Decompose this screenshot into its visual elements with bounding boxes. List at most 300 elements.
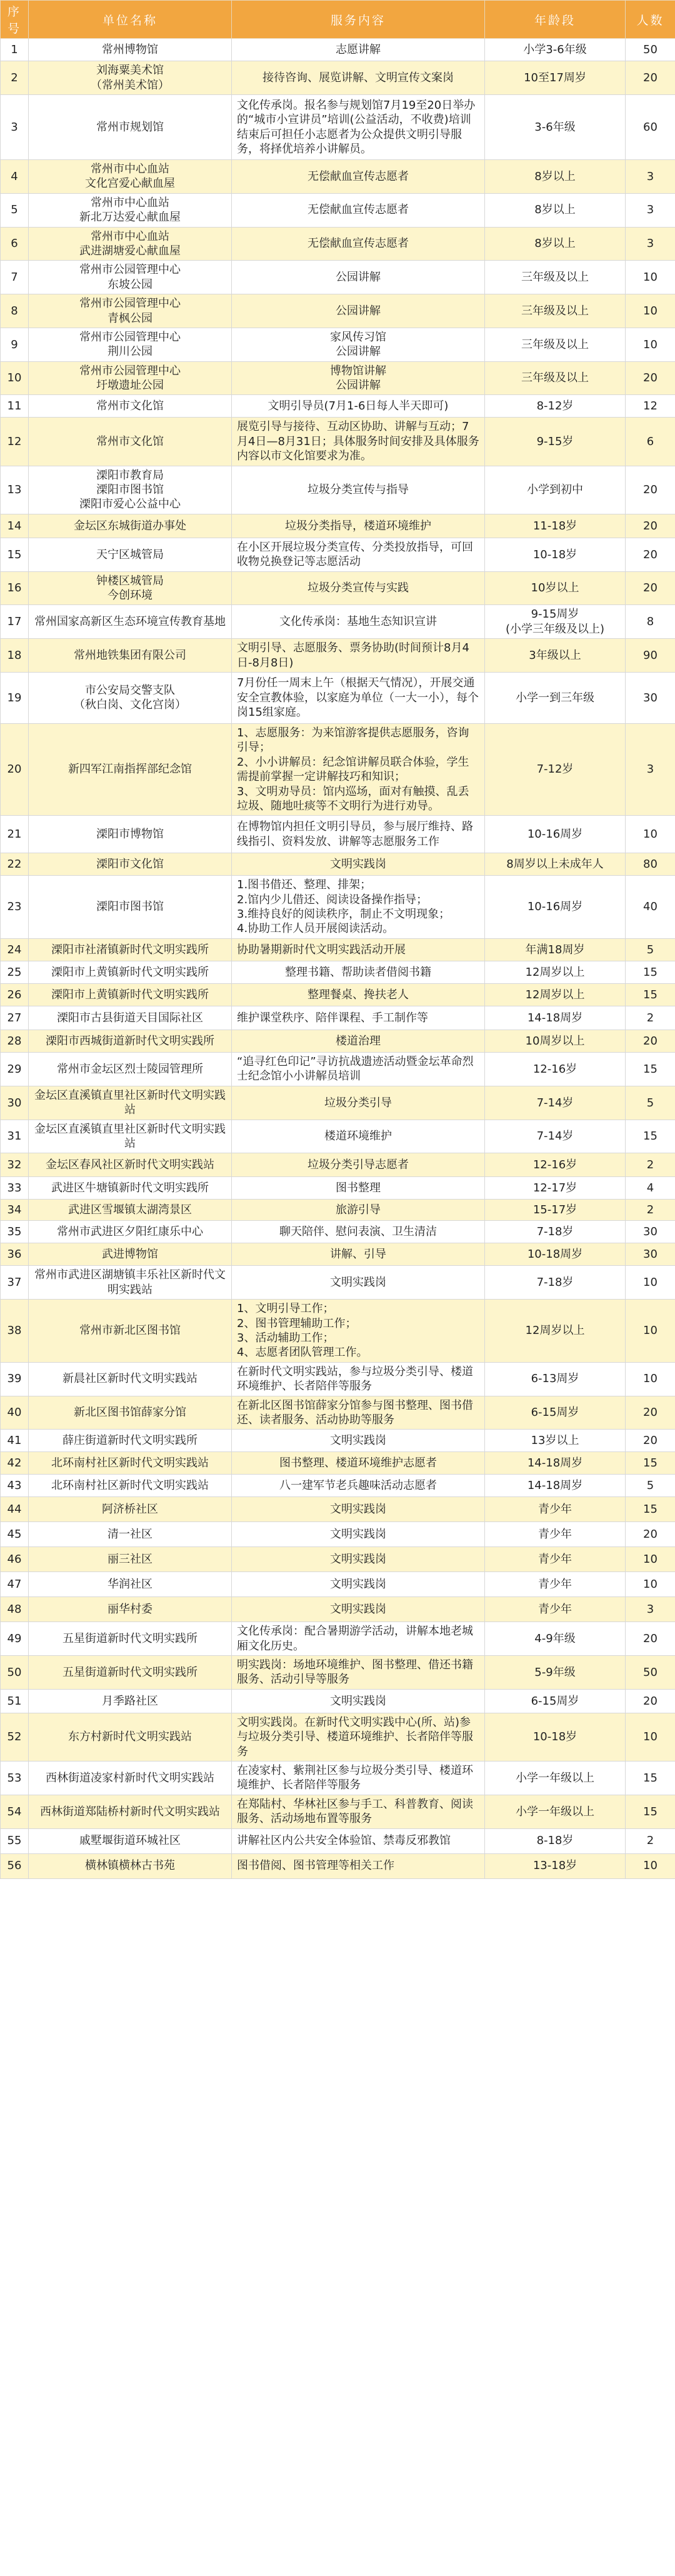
organization-cell: 武进区雪堰镇太湖湾景区 (29, 1200, 232, 1221)
table-row (1, 1762, 675, 1795)
table-row (1, 514, 675, 538)
organization-cell: 常州市公园管理中心 荆川公园 (29, 328, 232, 361)
row-number: 31 (1, 1120, 29, 1153)
organization-cell: 溧阳市社渚镇新时代文明实践所 (29, 938, 232, 961)
age-range-cell: 11-18岁 (485, 514, 626, 538)
table-row (1, 853, 675, 876)
count-cell: 80 (626, 853, 675, 876)
age-range-cell: 6-15周岁 (485, 1689, 626, 1713)
age-range-cell: 9-15周岁 (小学三年级及以上) (485, 605, 626, 639)
row-number: 38 (1, 1300, 29, 1363)
count-cell: 15 (626, 1795, 675, 1828)
count-cell: 3 (626, 1597, 675, 1622)
organization-cell: 华润社区 (29, 1572, 232, 1597)
service-cell: 文化传承岗。报名参与规划馆7月19至20日举办的“城市小宣讲员”培训(公益活动，不收费)培训结束后可担任小志愿者为公众提供文明引导服务，将择优培养小讲解员。 (232, 95, 485, 160)
row-number: 34 (1, 1200, 29, 1221)
age-range-cell: 6-15周岁 (485, 1396, 626, 1430)
row-number: 7 (1, 261, 29, 294)
table-row (1, 95, 675, 160)
table-row (1, 361, 675, 395)
service-cell: 楼道治理 (232, 1030, 485, 1052)
table-row (1, 1547, 675, 1572)
row-number: 19 (1, 672, 29, 723)
table-row (1, 1713, 675, 1761)
age-range-cell: 10-16周岁 (485, 816, 626, 853)
organization-cell: 西林街道凌家村新时代文明实践站 (29, 1762, 232, 1795)
count-cell: 5 (626, 938, 675, 961)
organization-cell: 清一社区 (29, 1522, 232, 1547)
count-cell: 15 (626, 961, 675, 983)
count-cell: 10 (626, 1362, 675, 1396)
service-cell: 7月份任一周末上午（根据天气情况），开展交通安全宣教体验，以家庭为单位（一大一小），每个岗15组家庭。 (232, 672, 485, 723)
count-cell: 15 (626, 983, 675, 1006)
row-number: 20 (1, 723, 29, 815)
row-number: 47 (1, 1572, 29, 1597)
table-row (1, 1430, 675, 1452)
service-cell: “追寻红色印记”寻访抗战遗迹活动暨金坛革命烈士纪念馆小小讲解员培训 (232, 1052, 485, 1086)
organization-cell: 薛庄街道新时代文明实践所 (29, 1430, 232, 1452)
table-row (1, 1475, 675, 1497)
count-cell: 15 (626, 1452, 675, 1475)
table-header-row (1, 1, 675, 39)
age-range-cell: 10至17周岁 (485, 61, 626, 95)
row-number: 52 (1, 1713, 29, 1761)
age-range-cell: 12周岁以上 (485, 983, 626, 1006)
table-row (1, 261, 675, 294)
table-row (1, 538, 675, 571)
service-cell: 图书整理、楼道环境维护志愿者 (232, 1452, 485, 1475)
organization-cell: 新北区图书馆薛家分馆 (29, 1396, 232, 1430)
row-number: 3 (1, 95, 29, 160)
row-number: 21 (1, 816, 29, 853)
age-range-cell: 12-16岁 (485, 1052, 626, 1086)
row-number: 36 (1, 1243, 29, 1266)
organization-cell: 常州市中心血站 文化宫爱心献血屋 (29, 160, 232, 194)
service-cell: 文明引导、志愿服务、票务协助(时间预计8月4日-8月8日) (232, 639, 485, 673)
count-cell: 15 (626, 1762, 675, 1795)
row-number: 50 (1, 1656, 29, 1690)
age-range-cell: 小学一年级以上 (485, 1762, 626, 1795)
row-number: 55 (1, 1828, 29, 1853)
row-number: 33 (1, 1177, 29, 1200)
row-number: 25 (1, 961, 29, 983)
service-cell: 图书整理 (232, 1177, 485, 1200)
age-range-cell: 8-12岁 (485, 395, 626, 418)
table-row (1, 1006, 675, 1030)
organization-cell: 丽华村委 (29, 1597, 232, 1622)
count-cell: 3 (626, 193, 675, 227)
header-age-range: 年龄段 (485, 1, 626, 39)
table-row (1, 1853, 675, 1878)
age-range-cell: 三年级及以上 (485, 361, 626, 395)
count-cell: 10 (626, 1853, 675, 1878)
row-number: 32 (1, 1153, 29, 1177)
service-cell: 整理书籍、帮助读者借阅书籍 (232, 961, 485, 983)
organization-cell: 常州国家高新区生态环境宣传教育基地 (29, 605, 232, 639)
service-cell: 文明实践岗 (232, 1430, 485, 1452)
table-row (1, 1362, 675, 1396)
table-row (1, 227, 675, 261)
row-number: 56 (1, 1853, 29, 1878)
organization-cell: 丽三社区 (29, 1547, 232, 1572)
table-row (1, 571, 675, 605)
row-number: 44 (1, 1497, 29, 1522)
count-cell: 50 (626, 39, 675, 61)
count-cell: 8 (626, 605, 675, 639)
row-number: 15 (1, 538, 29, 571)
age-range-cell: 小学3-6年级 (485, 39, 626, 61)
service-cell: 在凌家村、紫荆社区参与垃圾分类引导、楼道环境维护、长者陪伴等服务 (232, 1762, 485, 1795)
count-cell: 30 (626, 1243, 675, 1266)
age-range-cell: 10岁以上 (485, 571, 626, 605)
service-cell: 1.图书借还、整理、排架； 2.馆内少儿借还、阅读设备操作指导； 3.维持良好的阅读秩序，制止不文明现象； 4.协助工作人员开展阅读活动。 (232, 876, 485, 939)
count-cell: 40 (626, 876, 675, 939)
service-cell: 博物馆讲解 公园讲解 (232, 361, 485, 395)
row-number: 8 (1, 294, 29, 328)
organization-cell: 戚墅堰街道环城社区 (29, 1828, 232, 1853)
row-number: 41 (1, 1430, 29, 1452)
count-cell: 2 (626, 1153, 675, 1177)
service-cell: 图书借阅、图书管理等相关工作 (232, 1853, 485, 1878)
table-row (1, 466, 675, 514)
organization-cell: 常州市公园管理中心 青枫公园 (29, 294, 232, 328)
organization-cell: 溧阳市古县街道天目国际社区 (29, 1006, 232, 1030)
row-number: 27 (1, 1006, 29, 1030)
service-cell: 垃圾分类宣传与指导 (232, 466, 485, 514)
service-cell: 在小区开展垃圾分类宣传、分类投放指导，可回收物兑换登记等志愿活动 (232, 538, 485, 571)
table-row (1, 1656, 675, 1690)
count-cell: 10 (626, 261, 675, 294)
service-cell: 文明引导员(7月1-6日每人半天即可) (232, 395, 485, 418)
service-cell: 文明实践岗。在新时代文明实践中心(所、站)参与垃圾分类引导、楼道环境维护、长者陪伴等服务 (232, 1713, 485, 1761)
service-cell: 文化传承岗：基地生态知识宣讲 (232, 605, 485, 639)
service-cell: 讲解社区内公共安全体验馆、禁毒反邪教馆 (232, 1828, 485, 1853)
count-cell: 4 (626, 1177, 675, 1200)
table-row (1, 723, 675, 815)
count-cell: 3 (626, 227, 675, 261)
service-cell: 整理餐桌、搀扶老人 (232, 983, 485, 1006)
service-cell: 无偿献血宣传志愿者 (232, 193, 485, 227)
count-cell: 20 (626, 1396, 675, 1430)
service-cell: 协助暑期新时代文明实践活动开展 (232, 938, 485, 961)
organization-cell: 常州市中心血站 武进湖塘爱心献血屋 (29, 227, 232, 261)
organization-cell: 月季路社区 (29, 1689, 232, 1713)
row-number: 1 (1, 39, 29, 61)
row-number: 30 (1, 1086, 29, 1120)
organization-cell: 金坛区东城街道办事处 (29, 514, 232, 538)
row-number: 28 (1, 1030, 29, 1052)
organization-cell: 金坛区春风社区新时代文明实践站 (29, 1153, 232, 1177)
count-cell: 20 (626, 466, 675, 514)
organization-cell: 天宁区城管局 (29, 538, 232, 571)
row-number: 12 (1, 418, 29, 466)
organization-cell: 溧阳市教育局 溧阳市图书馆 溧阳市爱心公益中心 (29, 466, 232, 514)
organization-cell: 常州市武进区夕阳红康乐中心 (29, 1221, 232, 1243)
header-count: 人数 (626, 1, 675, 39)
table-row (1, 1243, 675, 1266)
age-range-cell: 5-9年级 (485, 1656, 626, 1690)
row-number: 14 (1, 514, 29, 538)
service-cell: 在郑陆村、华林社区参与手工、科普教育、阅读服务、活动场地布置等服务 (232, 1795, 485, 1828)
row-number: 2 (1, 61, 29, 95)
service-cell: 八一建军节老兵趣味活动志愿者 (232, 1475, 485, 1497)
table-row (1, 1086, 675, 1120)
count-cell: 20 (626, 1689, 675, 1713)
header-number: 序号 (1, 1, 29, 39)
table-row (1, 1795, 675, 1828)
organization-cell: 溧阳市文化馆 (29, 853, 232, 876)
service-cell: 文明实践岗 (232, 1572, 485, 1597)
age-range-cell: 青少年 (485, 1597, 626, 1622)
organization-cell: 常州市武进区湖塘镇丰乐社区新时代文明实践站 (29, 1266, 232, 1300)
table-row (1, 1689, 675, 1713)
count-cell: 15 (626, 1120, 675, 1153)
count-cell: 50 (626, 1656, 675, 1690)
count-cell: 2 (626, 1828, 675, 1853)
service-cell: 1、志愿服务：为来馆游客提供志愿服务，咨询引导； 2、小小讲解员：纪念馆讲解员联合体验，学生需提前掌握一定讲解技巧和知识； 3、文明劝导员：馆内巡场，面对有触摸、乱丢垃圾、随地吐痰等不文明行为进行劝导。 (232, 723, 485, 815)
service-cell: 在新北区图书馆薛家分馆参与图书整理、图书借还、读者服务、活动协助等服务 (232, 1396, 485, 1430)
count-cell: 30 (626, 1221, 675, 1243)
count-cell: 60 (626, 95, 675, 160)
count-cell: 20 (626, 538, 675, 571)
organization-cell: 常州市文化馆 (29, 395, 232, 418)
count-cell: 2 (626, 1006, 675, 1030)
age-range-cell: 小学到初中 (485, 466, 626, 514)
count-cell: 10 (626, 816, 675, 853)
organization-cell: 新晨社区新时代文明实践站 (29, 1362, 232, 1396)
age-range-cell: 8-18岁 (485, 1828, 626, 1853)
row-number: 29 (1, 1052, 29, 1086)
table-row (1, 961, 675, 983)
age-range-cell: 3年级以上 (485, 639, 626, 673)
table-row (1, 1200, 675, 1221)
table-row (1, 61, 675, 95)
table-row (1, 1622, 675, 1656)
row-number: 11 (1, 395, 29, 418)
row-number: 4 (1, 160, 29, 194)
count-cell: 10 (626, 1266, 675, 1300)
age-range-cell: 小学一年级以上 (485, 1795, 626, 1828)
organization-cell: 五星街道新时代文明实践所 (29, 1656, 232, 1690)
age-range-cell: 三年级及以上 (485, 294, 626, 328)
organization-cell: 武进区牛塘镇新时代文明实践所 (29, 1177, 232, 1200)
count-cell: 15 (626, 1052, 675, 1086)
service-cell: 聊天陪伴、慰问表演、卫生清洁 (232, 1221, 485, 1243)
service-cell: 文明实践岗 (232, 1266, 485, 1300)
row-number: 39 (1, 1362, 29, 1396)
age-range-cell: 12周岁以上 (485, 961, 626, 983)
row-number: 46 (1, 1547, 29, 1572)
row-number: 35 (1, 1221, 29, 1243)
organization-cell: 刘海粟美术馆 （常州美术馆） (29, 61, 232, 95)
row-number: 53 (1, 1762, 29, 1795)
age-range-cell: 14-18周岁 (485, 1006, 626, 1030)
count-cell: 20 (626, 361, 675, 395)
table-row (1, 193, 675, 227)
age-range-cell: 12-16岁 (485, 1153, 626, 1177)
table-row (1, 395, 675, 418)
age-range-cell: 10-18周岁 (485, 1243, 626, 1266)
organization-cell: 常州市文化馆 (29, 418, 232, 466)
count-cell: 20 (626, 1030, 675, 1052)
table-row (1, 1522, 675, 1547)
row-number: 54 (1, 1795, 29, 1828)
count-cell: 3 (626, 723, 675, 815)
count-cell: 3 (626, 160, 675, 194)
row-number: 6 (1, 227, 29, 261)
service-cell: 垃圾分类引导 (232, 1086, 485, 1120)
row-number: 13 (1, 466, 29, 514)
organization-cell: 北环南村社区新时代文明实践站 (29, 1475, 232, 1497)
organization-cell: 横林镇横林古书苑 (29, 1853, 232, 1878)
row-number: 9 (1, 328, 29, 361)
service-cell: 文化传承岗：配合暑期游学活动，讲解本地老城厢文化历史。 (232, 1622, 485, 1656)
count-cell: 5 (626, 1475, 675, 1497)
organization-cell: 钟楼区城管局 今创环境 (29, 571, 232, 605)
count-cell: 5 (626, 1086, 675, 1120)
service-cell: 在博物馆内担任文明引导员，参与展厅维持、路线指引、资料发放、讲解等志愿服务工作 (232, 816, 485, 853)
row-number: 37 (1, 1266, 29, 1300)
organization-cell: 溧阳市图书馆 (29, 876, 232, 939)
row-number: 43 (1, 1475, 29, 1497)
age-range-cell: 三年级及以上 (485, 261, 626, 294)
count-cell: 20 (626, 61, 675, 95)
table-row (1, 1052, 675, 1086)
table-row (1, 876, 675, 939)
age-range-cell: 青少年 (485, 1547, 626, 1572)
row-number: 26 (1, 983, 29, 1006)
table-row (1, 328, 675, 361)
count-cell: 20 (626, 1622, 675, 1656)
age-range-cell: 13岁以上 (485, 1430, 626, 1452)
row-number: 5 (1, 193, 29, 227)
table-row (1, 1300, 675, 1363)
table-row (1, 1497, 675, 1522)
row-number: 48 (1, 1597, 29, 1622)
age-range-cell: 年满18周岁 (485, 938, 626, 961)
organization-cell: 溧阳市博物馆 (29, 816, 232, 853)
table-body (1, 39, 675, 1879)
organization-cell: 西林街道郑陆桥村新时代文明实践站 (29, 1795, 232, 1828)
age-range-cell: 8周岁以上未成年人 (485, 853, 626, 876)
organization-cell: 常州地铁集团有限公司 (29, 639, 232, 673)
service-cell: 家风传习馆 公园讲解 (232, 328, 485, 361)
count-cell: 10 (626, 1572, 675, 1597)
service-cell: 垃圾分类引导志愿者 (232, 1153, 485, 1177)
service-cell: 明实践岗：场地环境维护、图书整理、借还书籍服务、活动引导等服务 (232, 1656, 485, 1690)
organization-cell: 常州市新北区图书馆 (29, 1300, 232, 1363)
age-range-cell: 10周岁以上 (485, 1030, 626, 1052)
organization-cell: 常州市规划馆 (29, 95, 232, 160)
table-row (1, 1221, 675, 1243)
table-row (1, 1597, 675, 1622)
age-range-cell: 10-16周岁 (485, 876, 626, 939)
organization-cell: 常州市中心血站 新北万达爱心献血屋 (29, 193, 232, 227)
age-range-cell: 3-6年级 (485, 95, 626, 160)
table-row (1, 1572, 675, 1597)
age-range-cell: 15-17岁 (485, 1200, 626, 1221)
table-row (1, 1452, 675, 1475)
count-cell: 15 (626, 1497, 675, 1522)
table-row (1, 816, 675, 853)
count-cell: 10 (626, 1547, 675, 1572)
age-range-cell: 6-13周岁 (485, 1362, 626, 1396)
count-cell: 10 (626, 328, 675, 361)
table-row (1, 1153, 675, 1177)
organization-cell: 溧阳市上黄镇新时代文明实践所 (29, 961, 232, 983)
age-range-cell: 13-18岁 (485, 1853, 626, 1878)
table-row (1, 1266, 675, 1300)
age-range-cell: 7-14岁 (485, 1086, 626, 1120)
row-number: 40 (1, 1396, 29, 1430)
table-row (1, 160, 675, 194)
table-row (1, 1120, 675, 1153)
service-cell: 文明实践岗 (232, 1597, 485, 1622)
row-number: 16 (1, 571, 29, 605)
row-number: 24 (1, 938, 29, 961)
age-range-cell: 9-15岁 (485, 418, 626, 466)
organization-cell: 常州市金坛区烈士陵园管理所 (29, 1052, 232, 1086)
count-cell: 12 (626, 395, 675, 418)
table-row (1, 294, 675, 328)
count-cell: 10 (626, 1713, 675, 1761)
age-range-cell: 7-12岁 (485, 723, 626, 815)
organization-cell: 金坛区直溪镇直里社区新时代文明实践站 (29, 1120, 232, 1153)
service-cell: 无偿献血宣传志愿者 (232, 227, 485, 261)
table-row (1, 672, 675, 723)
service-cell: 垃圾分类宣传与实践 (232, 571, 485, 605)
count-cell: 10 (626, 1300, 675, 1363)
service-cell: 文明实践岗 (232, 853, 485, 876)
organization-cell: 金坛区直溪镇直里社区新时代文明实践站 (29, 1086, 232, 1120)
service-cell: 接待咨询、展览讲解、文明宣传文案岗 (232, 61, 485, 95)
table-row (1, 1030, 675, 1052)
age-range-cell: 7-18岁 (485, 1266, 626, 1300)
table-row (1, 1828, 675, 1853)
table-row (1, 605, 675, 639)
age-range-cell: 青少年 (485, 1522, 626, 1547)
age-range-cell: 青少年 (485, 1497, 626, 1522)
age-range-cell: 10-18岁 (485, 1713, 626, 1761)
age-range-cell: 7-14岁 (485, 1120, 626, 1153)
row-number: 45 (1, 1522, 29, 1547)
table-row (1, 639, 675, 673)
table-row (1, 1177, 675, 1200)
service-cell: 文明实践岗 (232, 1522, 485, 1547)
organization-cell: 武进博物馆 (29, 1243, 232, 1266)
count-cell: 10 (626, 294, 675, 328)
service-cell: 文明实践岗 (232, 1689, 485, 1713)
row-number: 42 (1, 1452, 29, 1475)
age-range-cell: 12周岁以上 (485, 1300, 626, 1363)
count-cell: 90 (626, 639, 675, 673)
organization-cell: 常州市公园管理中心 圩墩遗址公园 (29, 361, 232, 395)
row-number: 23 (1, 876, 29, 939)
service-cell: 无偿献血宣传志愿者 (232, 160, 485, 194)
age-range-cell: 14-18周岁 (485, 1475, 626, 1497)
table-row (1, 938, 675, 961)
row-number: 22 (1, 853, 29, 876)
organization-cell: 东方村新时代文明实践站 (29, 1713, 232, 1761)
organization-cell: 常州博物馆 (29, 39, 232, 61)
service-cell: 1、文明引导工作； 2、图书管理辅助工作； 3、活动辅助工作； 4、志愿者团队管理工作。 (232, 1300, 485, 1363)
count-cell: 30 (626, 672, 675, 723)
service-cell: 垃圾分类指导，楼道环境维护 (232, 514, 485, 538)
count-cell: 20 (626, 571, 675, 605)
row-number: 51 (1, 1689, 29, 1713)
age-range-cell: 三年级及以上 (485, 328, 626, 361)
organization-cell: 常州市公园管理中心 东坡公园 (29, 261, 232, 294)
